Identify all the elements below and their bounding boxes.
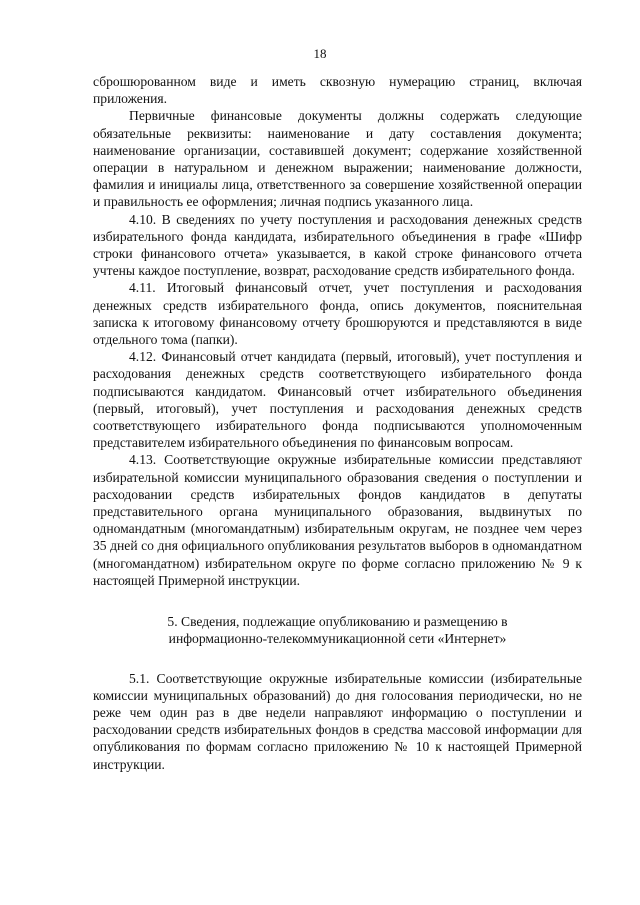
section-heading-line-1: 5. Сведения, подлежащие опубликованию и размещению в [167,614,508,630]
paragraph-5-1: 5.1. Соответствующие окружные избирательные комиссии (избирательные комиссии муниципальных образований) до дня голосования периодически, но не реже чем один раз в две недели направляют информацию о поступлении и расходовании средств избирательных фондов в средства массовой информации для опубликования по формам согласно приложению № 10 к настоящей Примерной инструкции. [93,670,582,772]
paragraph-4-13: 4.13. Соответствующие окружные избирательные комиссии представляют избирательной комиссии муниципального образования сведения о поступлении и расходовании средств избирательных фондов кандидатов в депутаты представительного органа муниципального образования, выдвинутых по одномандатным (многомандатным) избирательным округам, не позднее чем через 35 дней со дня официального опубликования результатов выборов в одномандатном (многомандатном) избирательном округе по форме согласно приложению № 9 к настоящей Примерной инструкции. [93,452,582,588]
paragraph-4-12: 4.12. Финансовый отчет кандидата (первый, итоговый), учет поступления и расходования денежных средств соответствующего избирательного фонда подписываются кандидатом. Финансовый отчет избирательного объединения (первый, итоговый), учет поступления и расходования денежных средств соответствующего избирательного фонда подписываются уполномоченным представителем избирательного объединения по финансовым вопросам. [93,349,582,451]
paragraph-continuation: сброшюрованном виде и иметь сквозную нумерацию страниц, включая приложения. [93,74,582,107]
section-heading-line-2: информационно-телекоммуникационной сети «Интернет» [168,631,507,647]
paragraph-primary-documents: Первичные финансовые документы должны содержать следующие обязательные реквизиты: наименование и дату составления документа; наименование организации, составившей документ; содержание хозяйственной операции в натуральном и денежном выражении; наименование должности, фамилия и инициалы лица, ответственного за совершение хозяйственной операции и правильность ее оформления; личная подпись указанного лица. [93,108,582,210]
paragraph-4-10: 4.10. В сведениях по учету поступления и расходования денежных средств избирательного фонда кандидата, избирательного объединения в графе «Шифр строки финансового отчета» указывается, в какой строке финансового отчета учтены каждое поступление, возврат, расходование средств избирательного фонда. [93,211,582,279]
document-body [93,73,582,773]
page-number: 18 [313,46,327,61]
section-heading [93,613,582,647]
paragraph-4-11: 4.11. Итоговый финансовый отчет, учет поступления и расходования денежных средств избирательного фонда, опись документов, пояснительная записка к итоговому финансовому отчету брошюруются и представляются в виде отдельного тома (папки). [93,280,582,348]
